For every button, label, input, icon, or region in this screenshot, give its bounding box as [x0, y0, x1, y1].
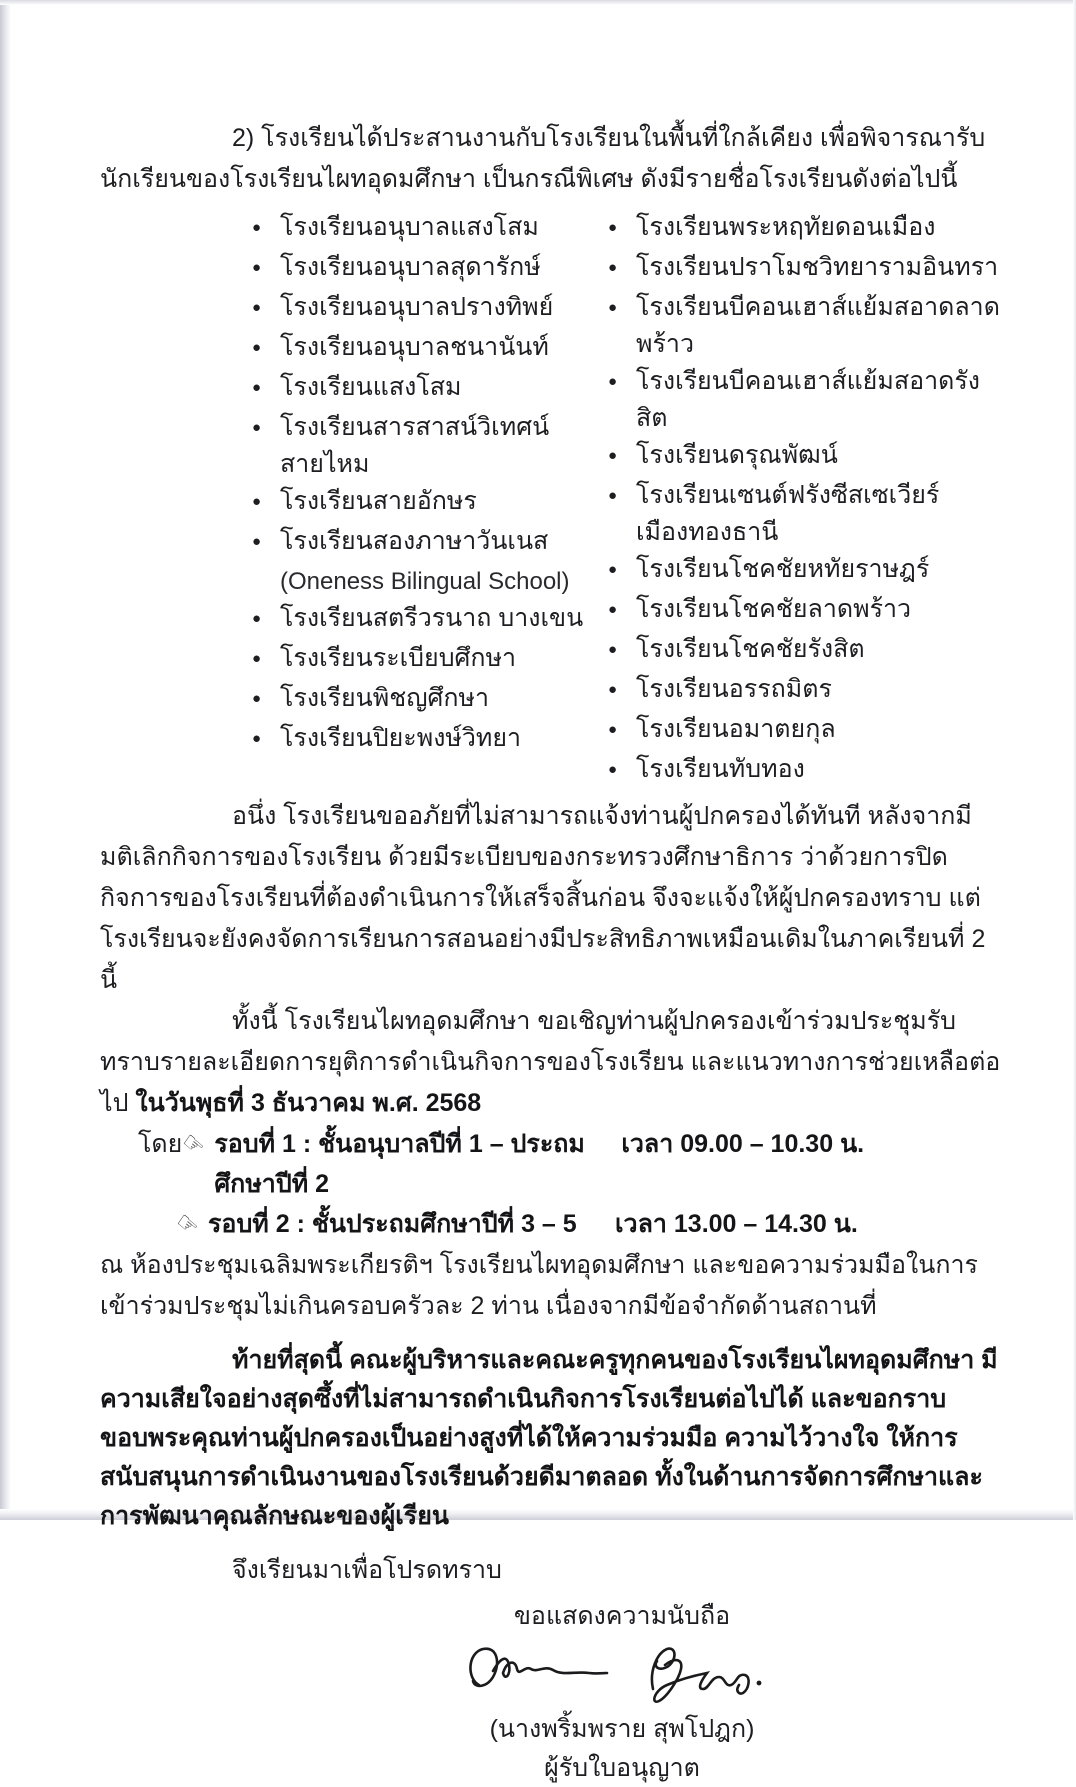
list-item	[608, 363, 1002, 437]
bullet-icon: ●	[252, 379, 262, 396]
school-name: โรงเรียนอมาตยกุล	[636, 715, 836, 743]
signature-block	[422, 1597, 822, 1787]
school-name: โรงเรียนอนุบาลปรางทิพย์	[280, 293, 554, 321]
school-name: โรงเรียนปราโมชวิทยารามอินทรา	[636, 253, 999, 281]
school-name: โรงเรียนสารสาสน์วิเทศน์สายไหม	[280, 413, 550, 478]
list-item	[252, 329, 608, 369]
closing-paragraph: ท้ายที่สุดนี้ คณะผู้บริหารและคณะครูทุกคนของโรงเรียนไผทอุดมศึกษา มีความเสียใจอย่างสุดซึ้งที่ไม่สามารถดำเนินกิจการโรงเรียนต่อไปได้ และขอกราบขอบพระคุณท่านผู้ปกครองเป็นอย่างสูงที่ได้ให้ความร่วมมือ ความไว้วางใจ ให้การสนับสนุนการดำเนินงานของโรงเรียนด้วยดีมาตลอด ทั้งในด้านการจัดการศึกษาและการพัฒนาคุณลักษณะของผู้เรียน	[100, 1346, 998, 1530]
meeting-paragraph	[100, 1001, 1002, 1124]
list-item	[252, 409, 608, 483]
bullet-icon: ●	[608, 761, 618, 778]
venue-paragraph: ณ ห้องประชุมเฉลิมพระเกียรติฯ โรงเรียนไผทอุดมศึกษา และขอความร่วมมือในการเข้าร่วมประชุมไม่เกินครอบครัวละ 2 ท่าน เนื่องจากมีข้อจำกัดด้านสถานที่	[100, 1251, 978, 1320]
signer-title: ผู้รับใบอนุญาต	[544, 1754, 700, 1782]
school-name: โรงเรียนพระหฤทัยดอนเมือง	[636, 213, 936, 241]
bullet-icon: ●	[608, 721, 618, 738]
list-item	[608, 671, 1002, 711]
school-name-english-note: (Oneness Bilingual School)	[280, 568, 570, 595]
bullet-icon: ●	[252, 339, 262, 356]
pointing-hand-icon: ☞	[170, 1207, 204, 1242]
school-list-left	[252, 209, 608, 791]
signature-image	[457, 1637, 787, 1709]
bullet-icon: ●	[252, 493, 262, 510]
school-name: โรงเรียนอนุบาลสุดารักษ์	[280, 253, 541, 281]
list-item	[252, 523, 608, 563]
school-name: โรงเรียนบีคอนเฮาส์แย้มสอาดลาดพร้าว	[636, 293, 1000, 358]
round-2-label: รอบที่ 2 : ชั้นประถมศึกษาปีที่ 3 – 5	[208, 1210, 577, 1238]
school-name: โรงเรียนสตรีวรนาถ บางเขน	[280, 604, 584, 632]
bullet-icon: ●	[252, 610, 262, 627]
bullet-icon: ●	[252, 219, 262, 236]
bullet-icon: ●	[608, 641, 618, 658]
school-name: โรงเรียนสองภาษาวันเนส	[280, 527, 549, 555]
bullet-icon: ●	[608, 487, 618, 504]
apology-paragraph: อนึ่ง โรงเรียนขออภัยที่ไม่สามารถแจ้งท่านผู้ปกครองได้ทันที หลังจากมีมติเลิกกิจการของโรงเรียน ด้วยมีระเบียบของกระทรวงศึกษาธิการ ว่าด้วยการปิดกิจการของโรงเรียนที่ต้องดำเนินการให้เสร็จสิ้นก่อน จึงจะแจ้งให้ผู้ปกครองทราบ แต่โรงเรียนจะยังคงจัดการเรียนการสอนอย่างมีประสิทธิภาพเหมือนเดิมในภาคเรียนที่ 2 นี้	[100, 802, 986, 994]
list-item	[252, 680, 608, 720]
bullet-icon: ●	[608, 373, 618, 390]
school-name: โรงเรียนโชคชัยรังสิต	[636, 635, 865, 663]
school-lists	[100, 209, 1002, 791]
list-item	[252, 600, 608, 640]
school-name: โรงเรียนโชคชัยลาดพร้าว	[636, 595, 912, 623]
school-name: โรงเรียนระเบียบศึกษา	[280, 644, 517, 672]
list-item	[252, 483, 608, 523]
list-item	[252, 249, 608, 289]
school-name: โรงเรียนโชคชัยหทัยราษฎร์	[636, 555, 930, 583]
list-item	[608, 209, 1002, 249]
school-name: โรงเรียนพิชญศึกษา	[280, 684, 490, 712]
list-item	[608, 751, 1002, 791]
meeting-text: ทั้งนี้ โรงเรียนไผทอุดมศึกษา ขอเชิญท่านผู้ปกครองเข้าร่วมประชุมรับทราบรายละเอียดการยุติการดำเนินกิจการของโรงเรียน และแนวทางการช่วยเหลือต่อไป	[100, 1007, 1001, 1117]
bullet-icon: ●	[608, 259, 618, 276]
bullet-icon: ●	[252, 419, 262, 436]
list-item	[608, 249, 1002, 289]
bullet-icon: ●	[252, 259, 262, 276]
list-item	[608, 477, 1002, 551]
round-2-time: เวลา 13.00 – 14.30 น.	[615, 1210, 858, 1238]
round-2-row	[100, 1204, 1002, 1245]
bullet-icon: ●	[252, 690, 262, 707]
letter-page	[100, 118, 1002, 1787]
pointing-hand-icon: ☞	[176, 1127, 211, 1162]
school-name: โรงเรียนแสงโสม	[280, 373, 462, 401]
bullet-icon: ●	[608, 219, 618, 236]
school-name: โรงเรียนอนุบาลชนานันท์	[280, 333, 549, 361]
list-item	[252, 369, 608, 409]
list-item	[252, 289, 608, 329]
list-item	[252, 720, 608, 760]
page-edge-left	[0, 0, 11, 1520]
school-name: โรงเรียนดรุณพัฒน์	[636, 441, 838, 469]
school-name: โรงเรียนบีคอนเฮาส์แย้มสอาดรังสิต	[636, 367, 980, 432]
list-item	[608, 591, 1002, 631]
school-name: โรงเรียนอรรถมิตร	[636, 675, 832, 703]
bullet-icon: ●	[608, 447, 618, 464]
school-name: โรงเรียนทับทอง	[636, 755, 805, 783]
bullet-icon: ●	[252, 299, 262, 316]
round-1-row	[100, 1124, 1002, 1204]
closing-line: จึงเรียนมาเพื่อโปรดทราบ	[232, 1556, 502, 1584]
intro-paragraph: 2) โรงเรียนได้ประสานงานกับโรงเรียนในพื้นที่ใกล้เคียง เพื่อพิจารณารับนักเรียนของโรงเรียนไผทอุดมศึกษา เป็นกรณีพิเศษ ดังมีรายชื่อโรงเรียนดังต่อไปนี้	[100, 124, 986, 193]
school-list-right	[608, 209, 1002, 791]
list-item	[608, 631, 1002, 671]
round-1-time: เวลา 09.00 – 10.30 น.	[621, 1130, 865, 1158]
list-item	[608, 551, 1002, 591]
list-item	[252, 640, 608, 680]
round-1-label: รอบที่ 1 : ชั้นอนุบาลปีที่ 1 – ประถมศึกษาปีที่ 2	[214, 1130, 585, 1198]
bullet-icon: ●	[252, 533, 262, 550]
list-item	[608, 437, 1002, 477]
page-edge-top	[0, 0, 1076, 5]
bullet-icon: ●	[608, 681, 618, 698]
meeting-date: ในวันพุธที่ 3 ธันวาคม พ.ศ. 2568	[135, 1089, 482, 1117]
signer-name: (นางพริ้มพราย สุพโปฎก)	[489, 1715, 755, 1743]
bullet-icon: ●	[252, 650, 262, 667]
list-item	[608, 289, 1002, 363]
school-name: โรงเรียนสายอักษร	[280, 487, 477, 515]
list-item	[608, 711, 1002, 751]
school-name: โรงเรียนเซนต์ฟรังซีสเซเวียร์ เมืองทองธานี	[636, 481, 940, 546]
salutation: ขอแสดงความนับถือ	[513, 1602, 731, 1630]
bullet-icon: ●	[608, 561, 618, 578]
school-name: โรงเรียนปิยะพงษ์วิทยา	[280, 724, 522, 752]
bullet-icon: ●	[252, 730, 262, 747]
school-name: โรงเรียนอนุบาลแสงโสม	[280, 213, 539, 241]
by-label: โดย	[138, 1130, 183, 1158]
list-item	[252, 209, 608, 249]
bullet-icon: ●	[608, 299, 618, 316]
bullet-icon: ●	[608, 601, 618, 618]
